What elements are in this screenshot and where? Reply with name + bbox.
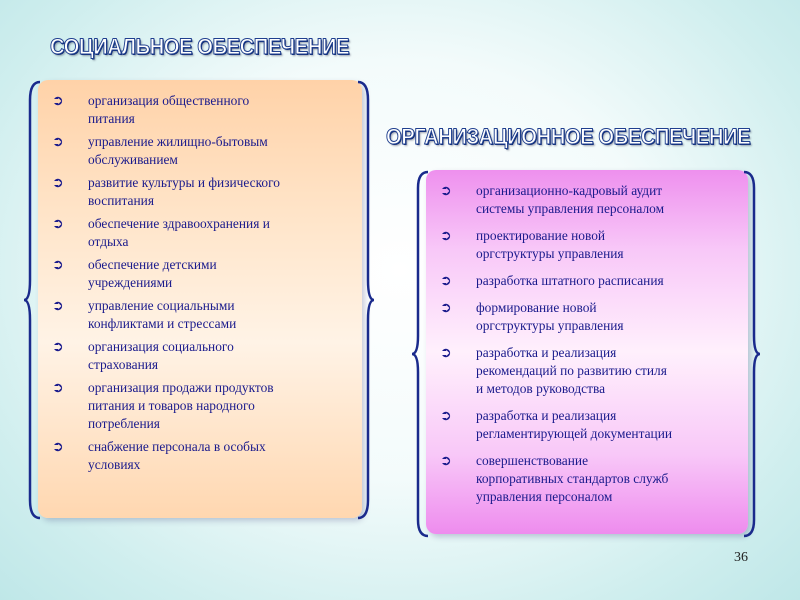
list-item: ➲ обеспечение детскими учреждениями [52, 257, 217, 290]
arrow-bullet-icon: ➲ [440, 345, 452, 361]
arrow-bullet-icon: ➲ [440, 183, 452, 199]
arrow-bullet-icon: ➲ [52, 257, 64, 273]
list-item: ➲ организация общественного питания [52, 93, 250, 126]
social-support-heading: СОЦИАЛЬНОЕ ОБЕСПЕЧЕНИЕ [50, 34, 350, 59]
list-item: ➲ снабжение персонала в особых условиях [52, 439, 266, 472]
list-item: ➲ развитие культуры и физического воспитания [52, 175, 280, 208]
list-item: ➲ проектирование новой оргструктуры управления [440, 228, 624, 261]
list-item: ➲ совершенствование корпоративных стандартов служб управления персоналом [440, 453, 669, 504]
arrow-bullet-icon: ➲ [440, 228, 452, 244]
arrow-bullet-icon: ➲ [52, 298, 64, 314]
arrow-bullet-icon: ➲ [440, 453, 452, 469]
arrow-bullet-icon: ➲ [52, 339, 64, 355]
list-item: ➲ разработка и реализация регламентирующей документации [440, 408, 673, 441]
arrow-bullet-icon: ➲ [440, 273, 452, 289]
organizational-support-heading: ОРГАНИЗАЦИОННОЕ ОБЕСПЕЧЕНИЕ [386, 124, 751, 149]
list-item: ➲ разработка штатного расписания [440, 273, 664, 289]
arrow-bullet-icon: ➲ [52, 175, 64, 191]
page-number: 36 [734, 550, 748, 565]
list-item: ➲ организационно-кадровый аудит системы управления персоналом [440, 183, 665, 216]
arrow-bullet-icon: ➲ [52, 134, 64, 150]
arrow-bullet-icon: ➲ [440, 300, 452, 316]
list-item: ➲ организация социального страхования [52, 339, 234, 372]
organizational-support-list [436, 182, 748, 515]
arrow-bullet-icon: ➲ [52, 216, 64, 232]
social-support-panel [38, 80, 376, 520]
list-item: ➲ управление социальными конфликтами и стрессами [52, 298, 237, 331]
organizational-support-panel [426, 170, 764, 538]
list-item: ➲ управление жилищно-бытовым обслуживанием [52, 134, 268, 167]
social-support-list [48, 92, 352, 479]
list-item: ➲ разработка и реализация рекомендаций по развитию стиля и методов руководства [440, 345, 667, 396]
right-brace-icon [356, 80, 374, 520]
arrow-bullet-icon: ➲ [52, 380, 64, 396]
arrow-bullet-icon: ➲ [440, 408, 452, 424]
list-item: ➲ организация продажи продуктов питания и товаров народного потребления [52, 380, 274, 431]
list-item: ➲ формирование новой оргструктуры управления [440, 300, 624, 333]
arrow-bullet-icon: ➲ [52, 439, 64, 455]
list-item: ➲ обеспечение здравоохранения и отдыха [52, 216, 270, 249]
arrow-bullet-icon: ➲ [52, 93, 64, 109]
